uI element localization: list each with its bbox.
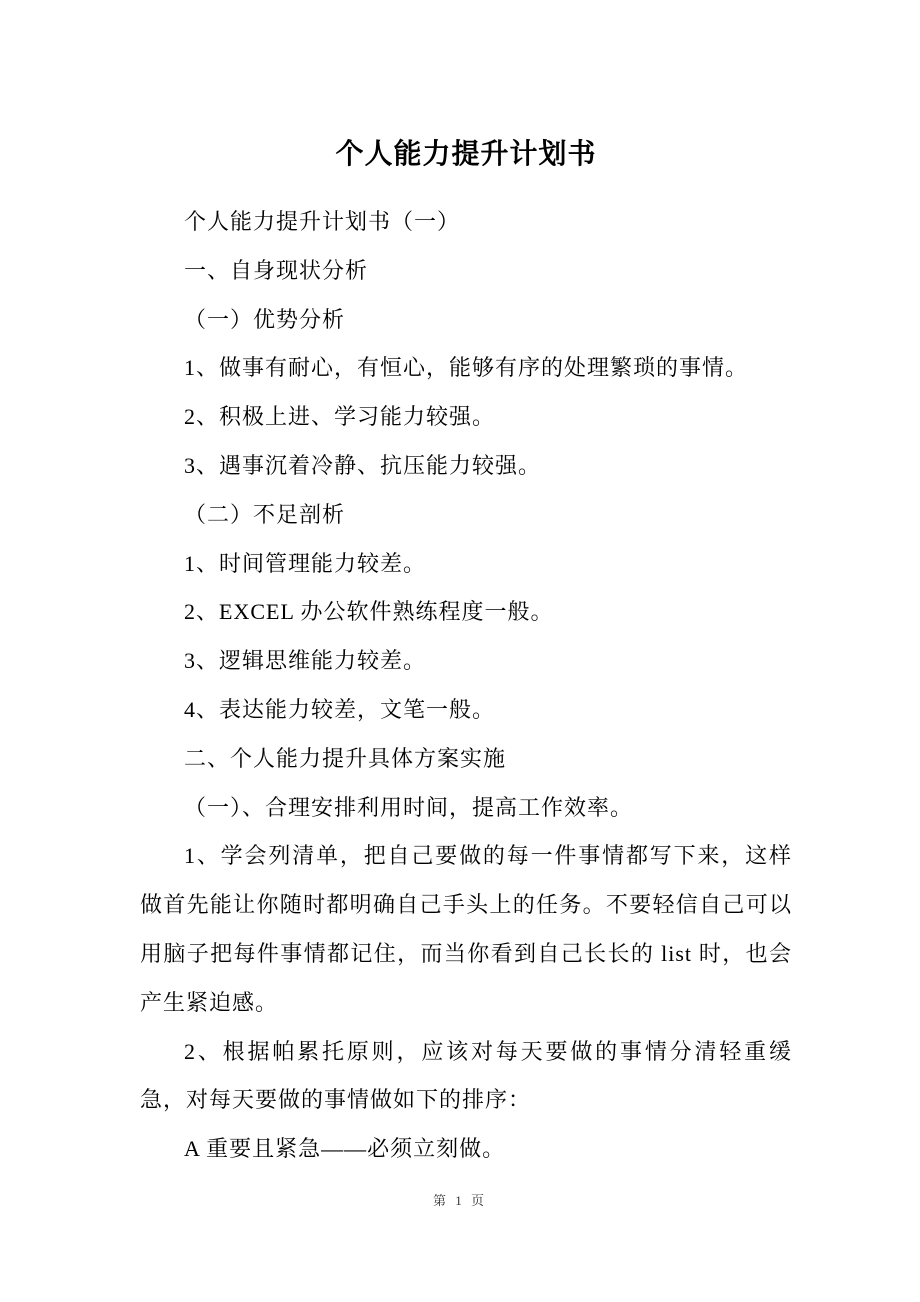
paragraph: 4、表达能力较差，文笔一般。 (184, 696, 496, 722)
paragraph: A 重要且紧急——必须立刻做。 (184, 1136, 506, 1162)
paragraph: 2、EXCEL 办公软件熟练程度一般。 (184, 599, 554, 625)
paragraph: 1、做事有耐心，有恒心，能够有序的处理繁琐的事情。 (184, 355, 749, 381)
paragraph: （一）优势分析 (184, 306, 346, 332)
paragraph: 二、个人能力提升具体方案实施 (184, 745, 507, 771)
paragraph: 3、逻辑思维能力较差。 (184, 648, 427, 674)
paragraph: 1、时间管理能力较差。 (184, 550, 427, 576)
paragraph: 2、积极上进、学习能力较强。 (184, 404, 496, 430)
page-footer (0, 1190, 920, 1209)
document-body (140, 198, 792, 1174)
paragraph: （一）、合理安排利用时间，提高工作效率。 (184, 794, 634, 820)
document-title: 个人能力提升计划书 (335, 138, 597, 169)
page-number: 第 1 页 (432, 1193, 487, 1208)
paragraph: （二）不足剖析 (184, 501, 346, 527)
paragraph: 1、学会列清单，把自己要做的每一件事情都写下来，这样做首先能让你随时都明确自己手头上的任务。不要轻信自己可以用脑子把每件事情都记住，而当你看到自己长长的 list 时，也会产生紧迫感。 (140, 843, 792, 1015)
paragraph: 一、自身现状分析 (184, 257, 369, 283)
paragraph: 个人能力提升计划书（一） (184, 209, 461, 234)
paragraph: 3、遇事沉着冷静、抗压能力较强。 (184, 452, 542, 478)
paragraph: 2、根据帕累托原则，应该对每天要做的事情分清轻重缓急，对每天要做的事情做如下的排序： (140, 1038, 792, 1113)
